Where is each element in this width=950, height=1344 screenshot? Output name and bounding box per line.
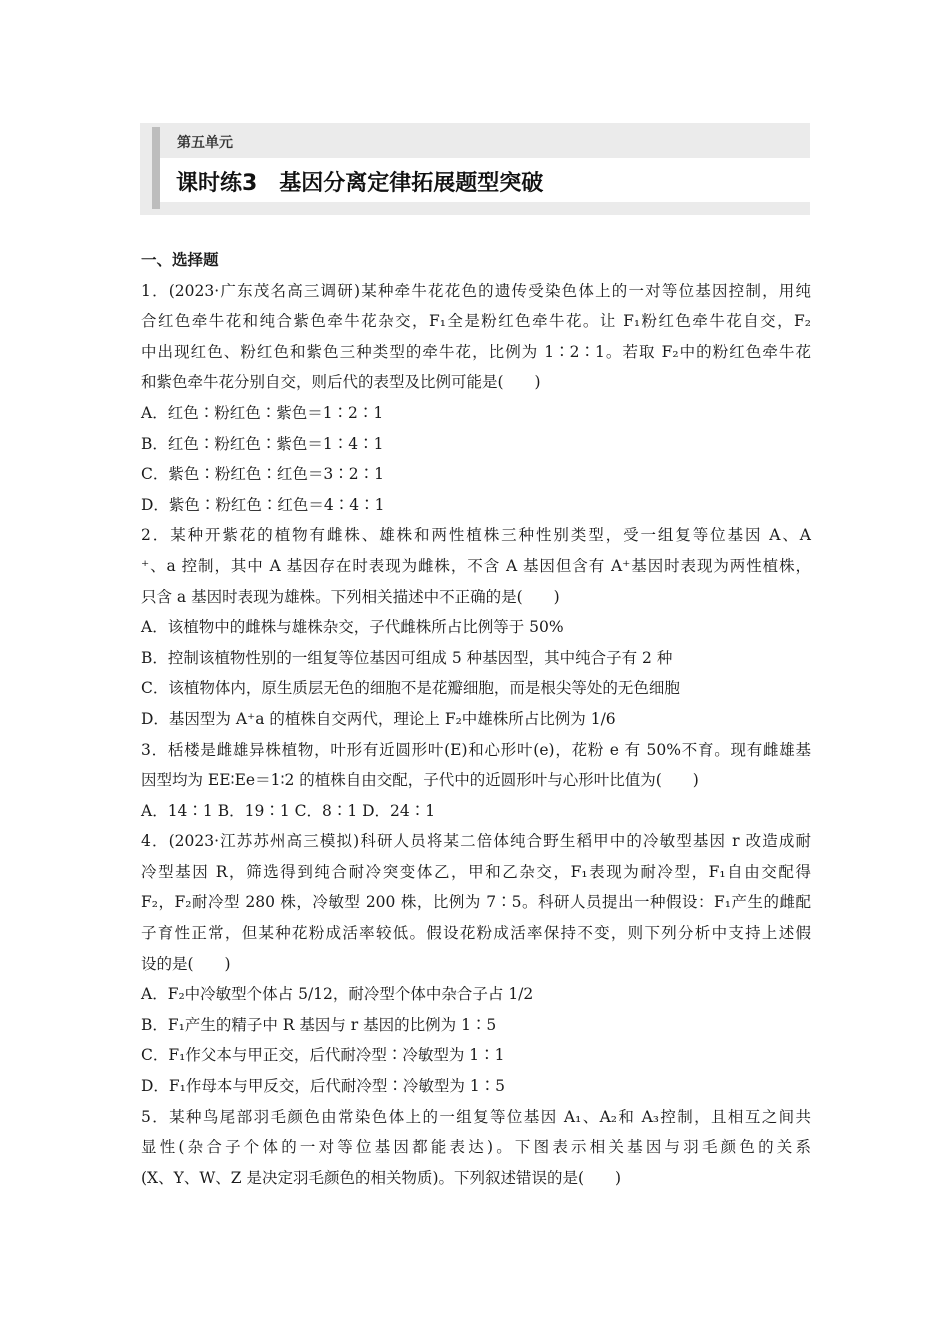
question-1-line: 和紫色牵牛花分别自交，则后代的表型及比例可能是( ) bbox=[141, 373, 541, 392]
question-4-line: 设的是( ) bbox=[141, 954, 231, 973]
unit-label: 第五单元 bbox=[177, 135, 233, 151]
question-4-option-c: C．F₁作父本与甲正交，后代耐冷型∶冷敏型为 1∶1 bbox=[141, 1046, 505, 1065]
question-1-option-d: D．紫色∶粉红色∶红色＝4∶4∶1 bbox=[141, 495, 385, 514]
question-1-line: 中出现红色、粉红色和紫色三种类型的牵牛花，比例为 1∶2∶1。若取 F₂中的粉红色牵牛花 bbox=[141, 342, 811, 361]
question-1-option-c: C．紫色∶粉红色∶红色＝3∶2∶1 bbox=[141, 465, 384, 484]
question-2-option-d: D．基因型为 A⁺a 的植株自交两代，理论上 F₂中雄株所占比例为 1/6 bbox=[141, 709, 616, 728]
question-3-line: 因型均为 EE∶Ee＝1∶2 的植株自由交配，子代中的近圆形叶与心形叶比值为( ) bbox=[141, 771, 699, 790]
question-4-line: 4．(2023·江苏苏州高三模拟)科研人员将某二倍体纯合野生稻甲中的冷敏型基因 r 改造成耐 bbox=[141, 832, 811, 851]
header-accent-bar bbox=[152, 127, 160, 209]
question-4-option-b: B．F₁产生的精子中 R 基因与 r 基因的比例为 1∶5 bbox=[141, 1015, 497, 1034]
question-2-option-c: C．该植物体内，原生质层无色的细胞不是花瓣细胞，而是根尖等处的无色细胞 bbox=[141, 679, 680, 698]
question-2-option-a: A．该植物中的雌株与雄株杂交，子代雌株所占比例等于 50% bbox=[141, 618, 564, 637]
question-4-option-d: D．F₁作母本与甲反交，后代耐冷型∶冷敏型为 1∶5 bbox=[141, 1077, 506, 1096]
question-4-line: F₂，F₂耐冷型 280 株，冷敏型 200 株，比例为 7∶5。科研人员提出一种假设：F₁产生的雌配 bbox=[141, 893, 811, 912]
section-heading: 一、选择题 bbox=[141, 250, 219, 269]
question-1-line: 合红色牵牛花和纯合紫色牵牛花杂交，F₁全是粉红色牵牛花。让 F₁粉红色牵牛花自交，F₂ bbox=[141, 312, 811, 331]
question-2-line: 只含 a 基因时表现为雄株。下列相关描述中不正确的是( ) bbox=[141, 587, 560, 606]
question-3-line: 3．栝楼是雌雄异株植物，叶形有近圆形叶(E)和心形叶(e)，花粉 e 有 50%不育。现有雌雄基 bbox=[141, 740, 811, 759]
question-5-line: 显性(杂合子个体的一对等位基因都能表达)。下图表示相关基因与羽毛颜色的关系 bbox=[141, 1138, 811, 1157]
document-body bbox=[141, 245, 811, 1193]
question-5 bbox=[141, 1102, 811, 1194]
question-1 bbox=[141, 276, 811, 521]
question-4-line: 子育性正常，但某种花粉成活率较低。假设花粉成活率保持不变，则下列分析中支持上述假 bbox=[141, 924, 811, 943]
question-2-option-b: B．控制该植物性别的一组复等位基因可组成 5 种基因型，其中纯合子有 2 种 bbox=[141, 648, 673, 667]
question-2-line: ⁺、a 控制，其中 A 基因存在时表现为雌株，不含 A 基因但含有 A⁺基因时表现为两性植株， bbox=[141, 556, 811, 575]
question-4 bbox=[141, 826, 811, 1101]
question-1-line: 1．(2023·广东茂名高三调研)某种牵牛花花色的遗传受染色体上的一对等位基因控制，用纯 bbox=[141, 281, 811, 300]
question-1-option-b: B．红色∶粉红色∶紫色＝1∶4∶1 bbox=[141, 434, 384, 453]
question-2-line: 2．某种开紫花的植物有雌株、雄株和两性植株三种性别类型，受一组复等位基因 A、A bbox=[141, 526, 811, 545]
question-3-options: A．14∶1 B．19∶1 C．8∶1 D．24∶1 bbox=[141, 801, 436, 820]
question-4-line: 冷型基因 R，筛选得到纯合耐冷突变体乙，甲和乙杂交，F₁表现为耐冷型，F₁自由交配得 bbox=[141, 862, 811, 881]
question-2 bbox=[141, 520, 811, 734]
page-title: 课时练3 基因分离定律拓展题型突破 bbox=[176, 171, 544, 196]
question-5-line: 5．某种鸟尾部羽毛颜色由常染色体上的一组复等位基因 A₁、A₂和 A₃控制，且相互之间共 bbox=[141, 1107, 811, 1126]
question-4-option-a: A．F₂中冷敏型个体占 5/12，耐冷型个体中杂合子占 1/2 bbox=[141, 985, 534, 1004]
question-5-line: (X、Y、W、Z 是决定羽毛颜色的相关物质)。下列叙述错误的是( ) bbox=[141, 1168, 622, 1187]
question-3 bbox=[141, 735, 811, 827]
question-1-option-a: A．红色∶粉红色∶紫色＝1∶2∶1 bbox=[141, 403, 384, 422]
